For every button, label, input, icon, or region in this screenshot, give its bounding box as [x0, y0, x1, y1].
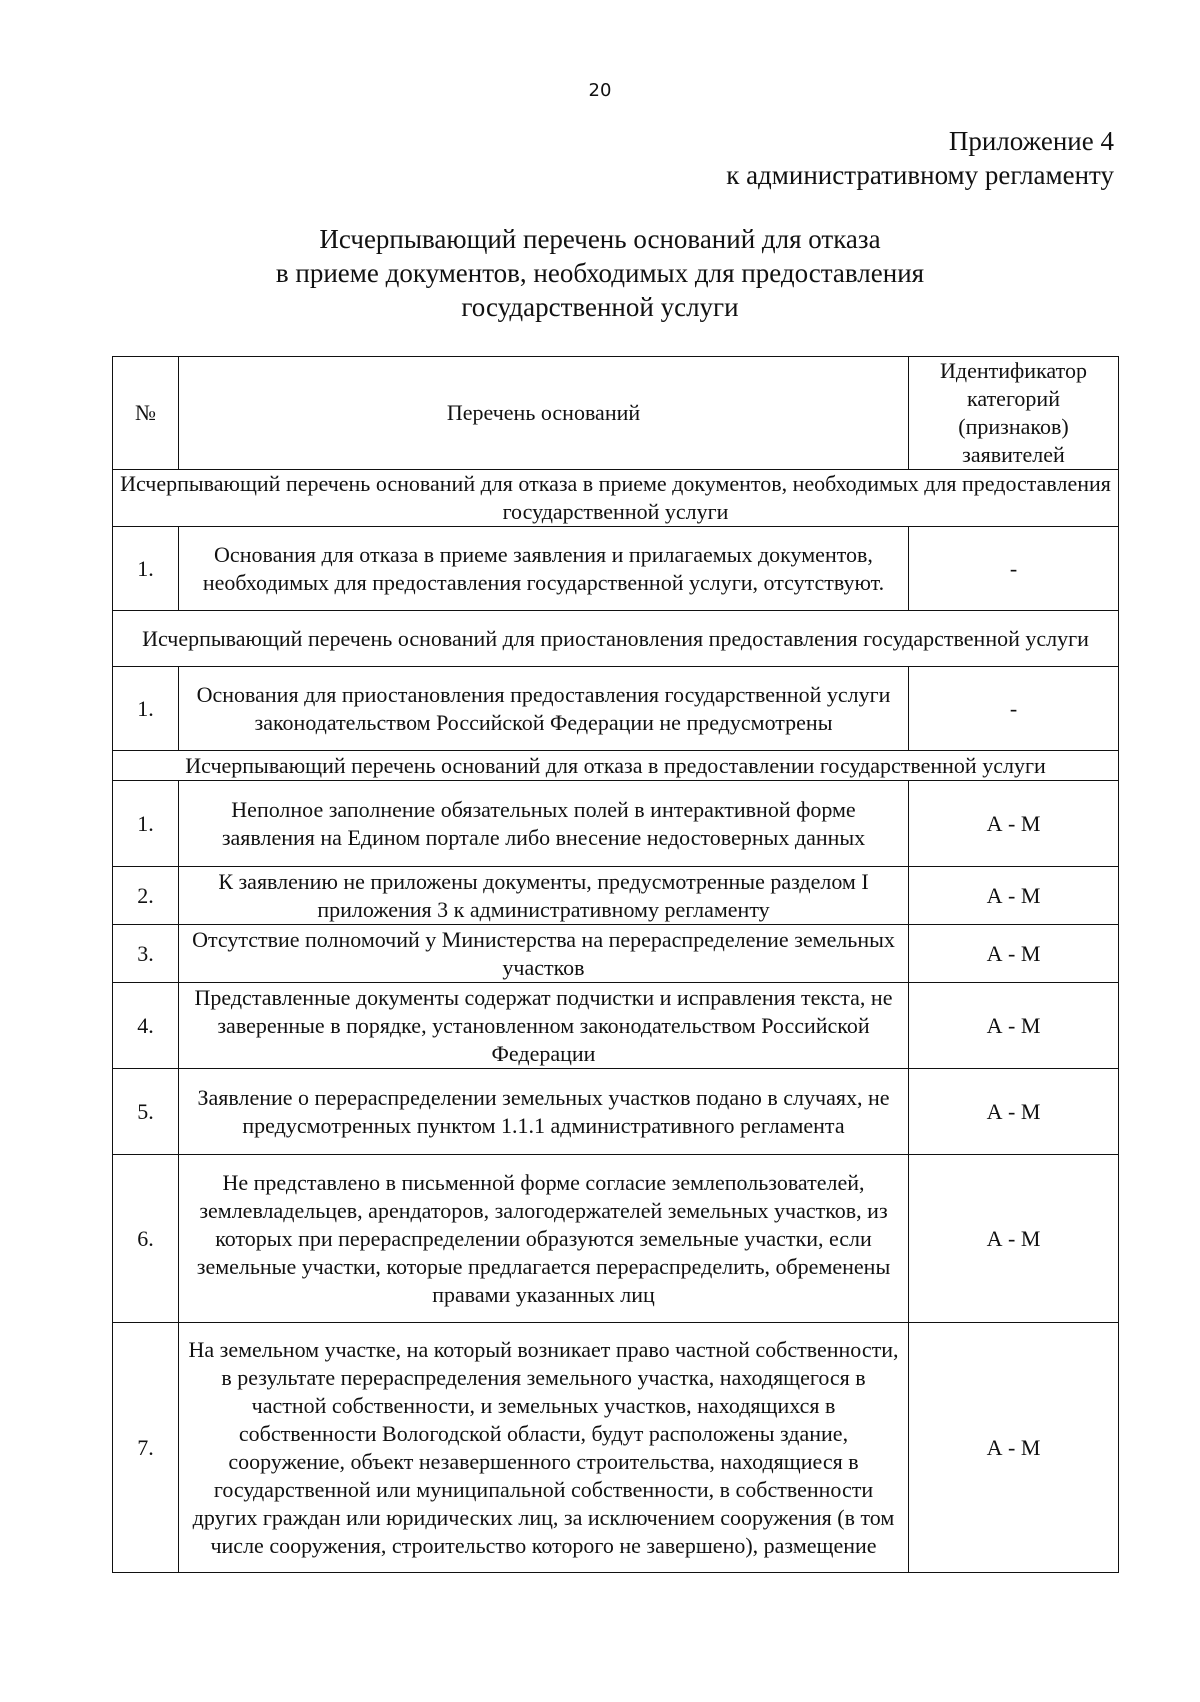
row-number: 5. [113, 1069, 179, 1155]
table-row [113, 781, 1119, 867]
title-line-3: государственной услуги [461, 292, 739, 322]
row-number: 1. [113, 527, 179, 611]
header-number: № [113, 357, 179, 470]
row-category: А - М [909, 1069, 1119, 1155]
row-text: Основания для отказа в приеме заявления и прилагаемых документов, необходимых для предоставления государственной услуги, отсутствуют. [179, 527, 909, 611]
row-category: - [909, 667, 1119, 751]
header-applicant-category: Идентификатор категорий (признаков) заявителей [909, 357, 1119, 470]
appendix-line-1: Приложение 4 [948, 126, 1114, 156]
row-category: - [909, 527, 1119, 611]
appendix-note [726, 124, 1114, 192]
row-text: На земельном участке, на который возникает право частной собственности, в результате перераспределения земельного участка, находящегося в частной собственности, и земельных участков, находящихся в собственности Вологодской области, будут расположены здание, сооружение, объект незавершенного строительства, находящиеся в государственной или муниципальной собственности, в собственности других граждан или юридических лиц, за исключением сооружения (в том числе сооружения, строительство которого не завершено), размещение [179, 1323, 909, 1573]
section-row [113, 470, 1119, 527]
section-row [113, 751, 1119, 781]
row-text: К заявлению не приложены документы, предусмотренные разделом I приложения 3 к административному регламенту [179, 867, 909, 925]
table-row [113, 867, 1119, 925]
table-row [113, 527, 1119, 611]
row-text: Не представлено в письменной форме согласие землепользователей, землевладельцев, арендаторов, залогодержателей земельных участков, из которых при перераспределении образуются земельные участки, если земельные участки, которые предлагается перераспределить, обременены правами указанных лиц [179, 1155, 909, 1323]
section-title: Исчерпывающий перечень оснований для отказа в приеме документов, необходимых для предоставления государственной услуги [113, 470, 1119, 527]
table-header-row [113, 357, 1119, 470]
document-title [100, 222, 1100, 324]
table-row [113, 925, 1119, 983]
section-title: Исчерпывающий перечень оснований для приостановления предоставления государственной услуги [113, 611, 1119, 667]
row-number: 6. [113, 1155, 179, 1323]
row-number: 3. [113, 925, 179, 983]
title-line-1: Исчерпывающий перечень оснований для отказа [319, 224, 881, 254]
row-number: 7. [113, 1323, 179, 1573]
section-title: Исчерпывающий перечень оснований для отказа в предоставлении государственной услуги [113, 751, 1119, 781]
grounds-table [112, 356, 1119, 1573]
title-line-2: в приеме документов, необходимых для предоставления [275, 258, 925, 288]
row-text: Представленные документы содержат подчистки и исправления текста, не заверенные в порядке, установленном законодательством Российской Федерации [179, 983, 909, 1069]
appendix-line-2: к административному регламенту [726, 160, 1114, 190]
row-number: 1. [113, 667, 179, 751]
header-grounds: Перечень оснований [179, 357, 909, 470]
table-row [113, 983, 1119, 1069]
row-number: 2. [113, 867, 179, 925]
table-row [113, 1155, 1119, 1323]
row-category: А - М [909, 1155, 1119, 1323]
row-category: А - М [909, 781, 1119, 867]
section-row [113, 611, 1119, 667]
row-number: 1. [113, 781, 179, 867]
row-category: А - М [909, 925, 1119, 983]
table-row [113, 667, 1119, 751]
row-category: А - М [909, 983, 1119, 1069]
row-category: А - М [909, 867, 1119, 925]
table-row [113, 1323, 1119, 1573]
row-text: Основания для приостановления предоставления государственной услуги законодательством Российской Федерации не предусмотрены [179, 667, 909, 751]
table-row [113, 1069, 1119, 1155]
row-text: Неполное заполнение обязательных полей в интерактивной форме заявления на Едином портале либо внесение недостоверных данных [179, 781, 909, 867]
page-number: 20 [588, 80, 612, 101]
row-text: Отсутствие полномочий у Министерства на перераспределение земельных участков [179, 925, 909, 983]
row-category: А - М [909, 1323, 1119, 1573]
row-number: 4. [113, 983, 179, 1069]
row-text: Заявление о перераспределении земельных участков подано в случаях, не предусмотренных пунктом 1.1.1 административного регламента [179, 1069, 909, 1155]
